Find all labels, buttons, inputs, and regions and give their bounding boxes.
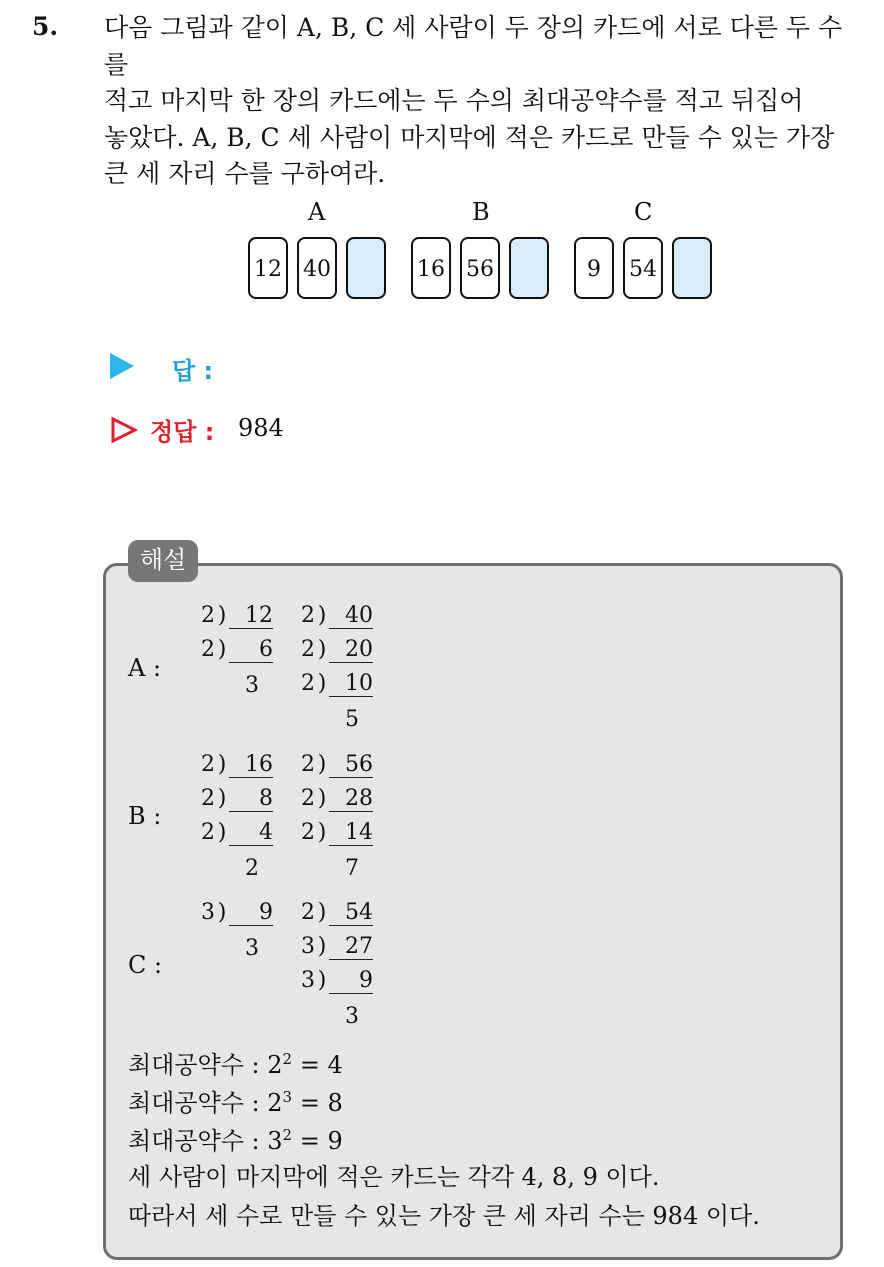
division-row: 2 ) 12 (201, 603, 273, 628)
division-row: 2 ) 4 (201, 820, 273, 845)
correct-answer-label: 정답 : (150, 418, 215, 446)
card-c-1: 9 (574, 237, 614, 299)
division-row: 3 ) 27 (301, 934, 373, 959)
conclusion-line: 따라서 세 수로 만들 수 있는 가장 큰 세 자리 수는 984 이다. (128, 1202, 760, 1230)
division-row: 3 ) 9 (301, 968, 373, 993)
play-arrow-icon (110, 353, 134, 379)
gcd-line: 최대공약수 : $2^3 = 8$ (128, 1088, 343, 1117)
gcd-line: 최대공약수 : $3^2 = 9$ (128, 1126, 343, 1155)
division-row: 2 ) 54 (301, 900, 373, 925)
conclusion-line: 세 사람이 마지막에 적은 카드는 각각 4, 8, 9 이다. (128, 1163, 660, 1191)
outline-arrow-icon (110, 416, 138, 444)
division-row: 2 ) 20 (301, 637, 373, 662)
division-row: 3 ) 9 (201, 900, 273, 925)
division-quotient: 3 (345, 1004, 359, 1029)
card-a-2: 40 (297, 237, 337, 299)
section-label-b: B : (128, 802, 162, 830)
gcd-line: 최대공약수 : $2^2 = 4$ (128, 1050, 343, 1079)
division-row: 2 ) 14 (301, 820, 373, 845)
card-b-hidden (509, 237, 549, 299)
person-label-c: C (634, 198, 653, 226)
section-label-c: C : (128, 951, 163, 979)
card-c-2: 54 (623, 237, 663, 299)
question-line: 적고 마지막 한 장의 카드에는 두 수의 최대공약수를 적고 뒤집어 (104, 86, 804, 115)
division-row: 2 ) 6 (201, 637, 273, 662)
division-quotient: 5 (345, 707, 359, 732)
division-row: 2 ) 28 (301, 786, 373, 811)
division-quotient: 2 (245, 856, 259, 881)
question-number: 5. (32, 12, 59, 41)
person-label-a: A (308, 198, 326, 226)
card-b-1: 16 (411, 237, 451, 299)
division-row: 2 ) 8 (201, 786, 273, 811)
person-label-b: B (472, 198, 490, 226)
division-row: 2 ) 56 (301, 752, 373, 777)
card-a-hidden (346, 237, 386, 299)
question-line: 다음 그림과 같이 A, B, C 세 사람이 두 장의 카드에 서로 다른 두 수를 (104, 13, 843, 79)
answer-label: 답 : (172, 357, 214, 385)
division-quotient: 3 (245, 673, 259, 698)
card-b-2: 56 (460, 237, 500, 299)
division-row: 2 ) 16 (201, 752, 273, 777)
question-line: 큰 세 자리 수를 구하여라. (104, 159, 386, 188)
division-row: 2 ) 10 (301, 671, 373, 696)
division-row: 2 ) 40 (301, 603, 373, 628)
card-a-1: 12 (248, 237, 288, 299)
correct-answer-value: 984 (238, 414, 284, 442)
section-label-a: A : (128, 654, 162, 682)
question-line: 놓았다. A, B, C 세 사람이 마지막에 적은 카드로 만들 수 있는 가장 (104, 122, 835, 152)
question-text (104, 10, 864, 193)
division-quotient: 7 (345, 856, 359, 881)
division-quotient: 3 (245, 936, 259, 961)
explanation-tag: 해설 (128, 540, 198, 582)
card-c-hidden (672, 237, 712, 299)
